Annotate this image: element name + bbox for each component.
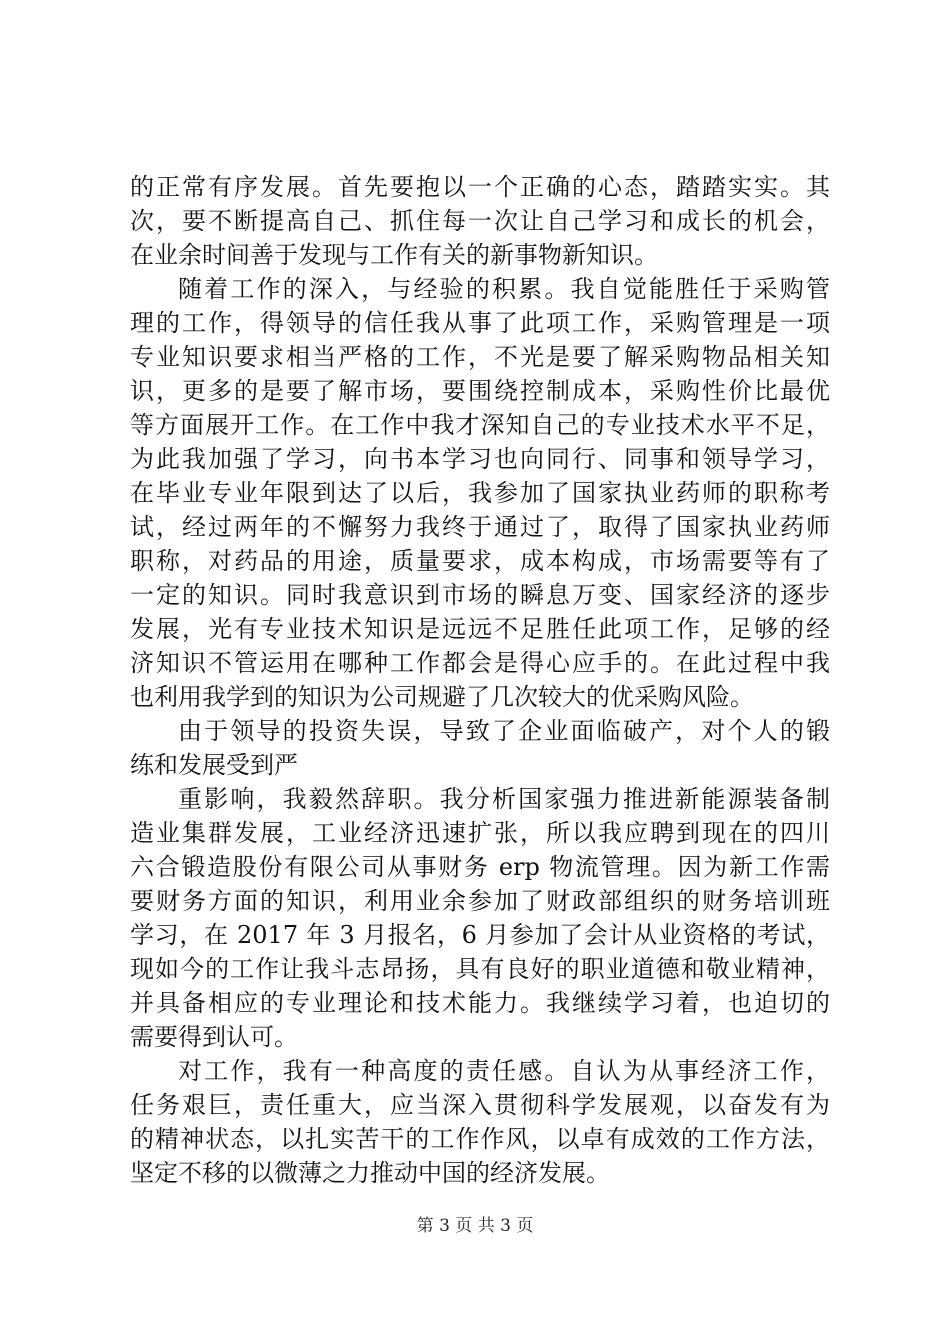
text-line: 发展，光有专业技术知识是远远不足胜任此项工作，足够的经 xyxy=(130,615,830,643)
paragraph xyxy=(130,782,830,1054)
text-line: 专业知识要求相当严格的工作，不光是要了解采购物品相关知 xyxy=(130,343,830,371)
text-line: 济知识不管运用在哪种工作都会是得心应手的。在此过程中我 xyxy=(130,649,830,677)
text-line: 次，要不断提高自己、抓住每一次让自己学习和成长的机会， xyxy=(130,207,830,235)
text-line: 为此我加强了学习，向书本学习也向同行、同事和领导学习， xyxy=(130,445,830,473)
text-line: 的精神状态，以扎实苦干的工作作风，以卓有成效的工作方法， xyxy=(130,1125,830,1153)
text-line: 随着工作的深入，与经验的积累。我自觉能胜任于采购管 xyxy=(178,275,830,303)
text-line: 的正常有序发展。首先要抱以一个正确的心态，踏踏实实。其 xyxy=(130,173,830,201)
page-number: 第 3 页 共 3 页 xyxy=(416,1216,534,1236)
paragraph xyxy=(130,272,830,714)
text-line: 由于领导的投资失误，导致了企业面临破产，对个人的锻 xyxy=(178,717,830,745)
text-line: 练和发展受到严 xyxy=(130,751,298,779)
text-line: 识，更多的是要了解市场，要围绕控制成本，采购性价比最优 xyxy=(130,377,830,405)
text-line: 任务艰巨，责任重大，应当深入贯彻科学发展观，以奋发有为 xyxy=(130,1091,830,1119)
document-body xyxy=(130,170,830,1190)
text-line: 等方面展开工作。在工作中我才深知自己的专业技术水平不足， xyxy=(130,411,830,439)
paragraph xyxy=(130,714,830,782)
text-line: 试，经过两年的不懈努力我终于通过了，取得了国家执业药师 xyxy=(130,513,830,541)
text-line: 坚定不移的以微薄之力推动中国的经济发展。 xyxy=(130,1159,610,1187)
text-line: 并具备相应的专业理论和技术能力。我继续学习着，也迫切的 xyxy=(130,989,830,1017)
text-line: 需要得到认可。 xyxy=(130,1023,298,1051)
text-line: 要财务方面的知识，利用业余参加了财政部组织的财务培训班 xyxy=(130,887,830,915)
text-line: 现如今的工作让我斗志昂扬，具有良好的职业道德和敬业精神， xyxy=(130,955,830,983)
text-line: 理的工作，得领导的信任我从事了此项工作，采购管理是一项 xyxy=(130,309,830,337)
text-line: 在毕业专业年限到达了以后，我参加了国家执业药师的职称考 xyxy=(130,479,830,507)
text-line: 一定的知识。同时我意识到市场的瞬息万变、国家经济的逐步 xyxy=(130,581,830,609)
text-line: 学习，在 2017 年 3 月报名，6 月参加了会计从业资格的考试， xyxy=(130,921,830,949)
text-line: 造业集群发展，工业经济迅速扩张，所以我应聘到现在的四川 xyxy=(130,819,830,847)
text-line: 职称，对药品的用途，质量要求，成本构成，市场需要等有了 xyxy=(130,547,830,575)
paragraph xyxy=(130,1054,830,1190)
page-footer xyxy=(0,1214,950,1238)
text-line: 对工作，我有一种高度的责任感。自认为从事经济工作， xyxy=(178,1057,830,1085)
text-line: 也利用我学到的知识为公司规避了几次较大的优采购风险。 xyxy=(130,683,754,711)
text-line: 在业余时间善于发现与工作有关的新事物新知识。 xyxy=(130,241,658,269)
text-line: 六合锻造股份有限公司从事财务 erp 物流管理。因为新工作需 xyxy=(130,853,830,881)
paragraph xyxy=(130,170,830,272)
text-line: 重影响，我毅然辞职。我分析国家强力推进新能源装备制 xyxy=(178,785,830,813)
